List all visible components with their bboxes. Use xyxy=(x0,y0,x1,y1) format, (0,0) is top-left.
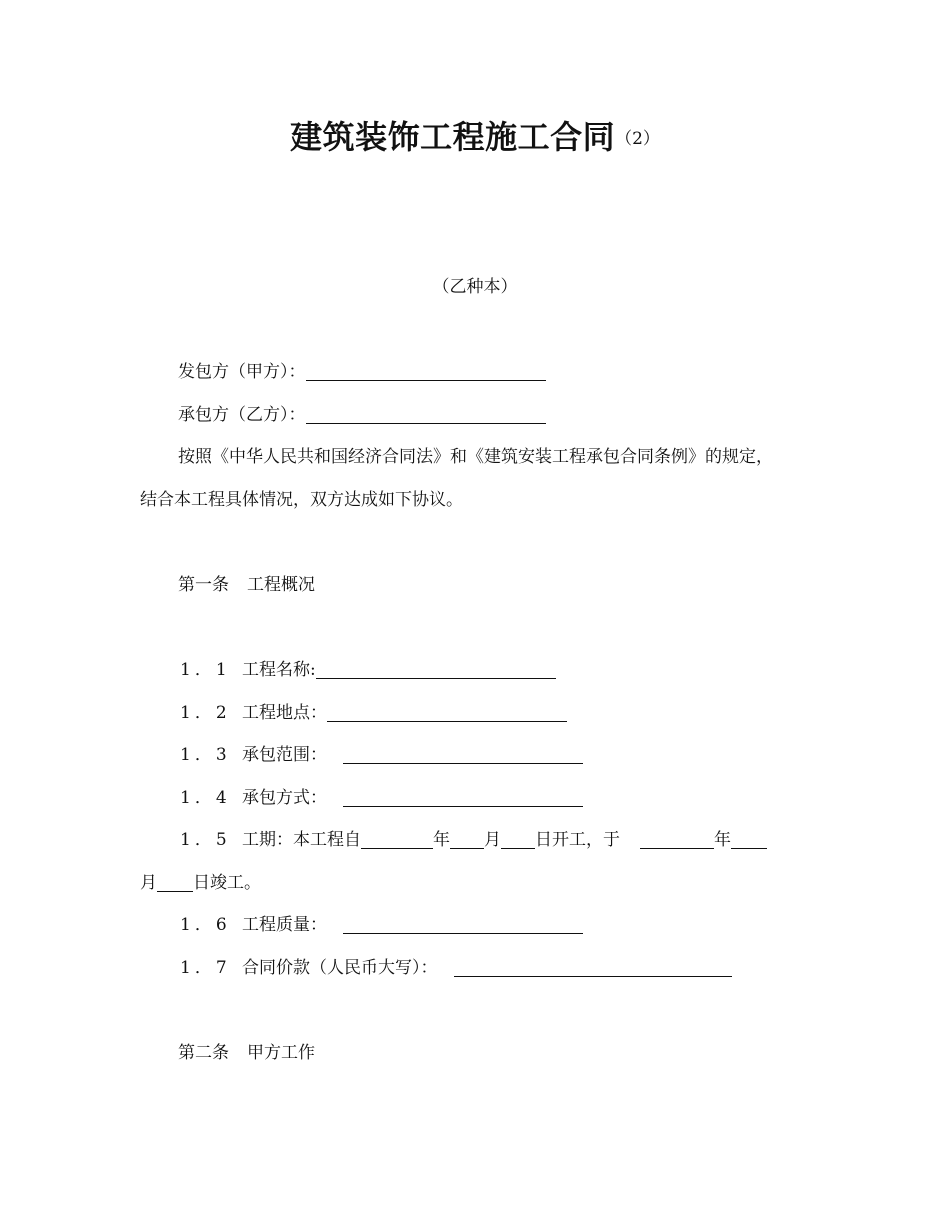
contractor-label: 承包方（乙方）： xyxy=(178,405,306,425)
preamble-line-1: 按照《中华人民共和国经济合同法》和《建筑安装工程承包合同条例》的规定， xyxy=(178,447,773,467)
edition-label: （乙种本） xyxy=(432,277,518,297)
item-1-7 xyxy=(180,955,732,981)
contract-mode-blank xyxy=(343,786,583,807)
article-1-heading xyxy=(178,572,315,598)
contractor-blank xyxy=(306,403,546,424)
scope-blank xyxy=(343,743,583,764)
contractor-line xyxy=(178,402,546,428)
start-year-blank xyxy=(361,828,433,849)
article-2-heading xyxy=(178,1040,315,1066)
item-number: 1．4 xyxy=(180,788,231,808)
month-label: 月 xyxy=(140,873,157,893)
start-day-blank xyxy=(501,828,535,849)
employer-line xyxy=(178,359,546,385)
title-main: 建筑装饰工程施工合同 xyxy=(290,118,616,156)
item-label: 承包方式： xyxy=(242,788,327,808)
preamble-line-2: 结合本工程具体情况，双方达成如下协议。 xyxy=(140,490,463,510)
item-number: 1．3 xyxy=(180,745,231,765)
month-label: 月 xyxy=(484,830,501,850)
article-1-number: 第一条 xyxy=(178,575,229,595)
start-month-blank xyxy=(450,828,484,849)
project-name-blank xyxy=(316,658,556,679)
article-1-title: 工程概况 xyxy=(247,575,315,595)
item-label: 工期：本工程自 xyxy=(242,830,361,850)
item-number: 1．5 xyxy=(180,830,231,850)
item-1-1 xyxy=(180,657,556,683)
end-year-blank xyxy=(640,828,714,849)
item-label: 工程名称: xyxy=(242,660,316,680)
item-number: 1．1 xyxy=(180,660,231,680)
year-label: 年 xyxy=(714,830,731,850)
project-location-blank xyxy=(327,701,567,722)
start-label: 日开工，于 xyxy=(535,830,620,850)
end-day-blank xyxy=(157,871,193,892)
item-1-3 xyxy=(180,742,583,768)
employer-blank xyxy=(306,360,546,381)
item-label: 工程地点： xyxy=(242,703,327,723)
employer-label: 发包方（甲方）： xyxy=(178,362,306,382)
item-1-2 xyxy=(180,700,567,726)
item-label: 工程质量： xyxy=(242,915,327,935)
article-2-title: 甲方工作 xyxy=(247,1043,315,1063)
year-label: 年 xyxy=(433,830,450,850)
item-1-4 xyxy=(180,785,583,811)
item-number: 1．7 xyxy=(180,958,231,978)
item-1-5-continued xyxy=(140,870,261,896)
completion-label: 日竣工。 xyxy=(193,873,261,893)
item-label: 合同价款（人民币大写）： xyxy=(242,958,438,978)
item-number: 1．2 xyxy=(180,703,231,723)
title-suffix: （2） xyxy=(615,129,660,149)
item-label: 承包范围： xyxy=(242,745,327,765)
quality-blank xyxy=(343,913,583,934)
item-number: 1．6 xyxy=(180,915,231,935)
end-month-blank xyxy=(731,828,767,849)
item-1-5 xyxy=(180,827,767,853)
article-2-number: 第二条 xyxy=(178,1043,229,1063)
document-title xyxy=(0,112,950,158)
contract-price-blank xyxy=(454,956,732,977)
item-1-6 xyxy=(180,912,583,938)
